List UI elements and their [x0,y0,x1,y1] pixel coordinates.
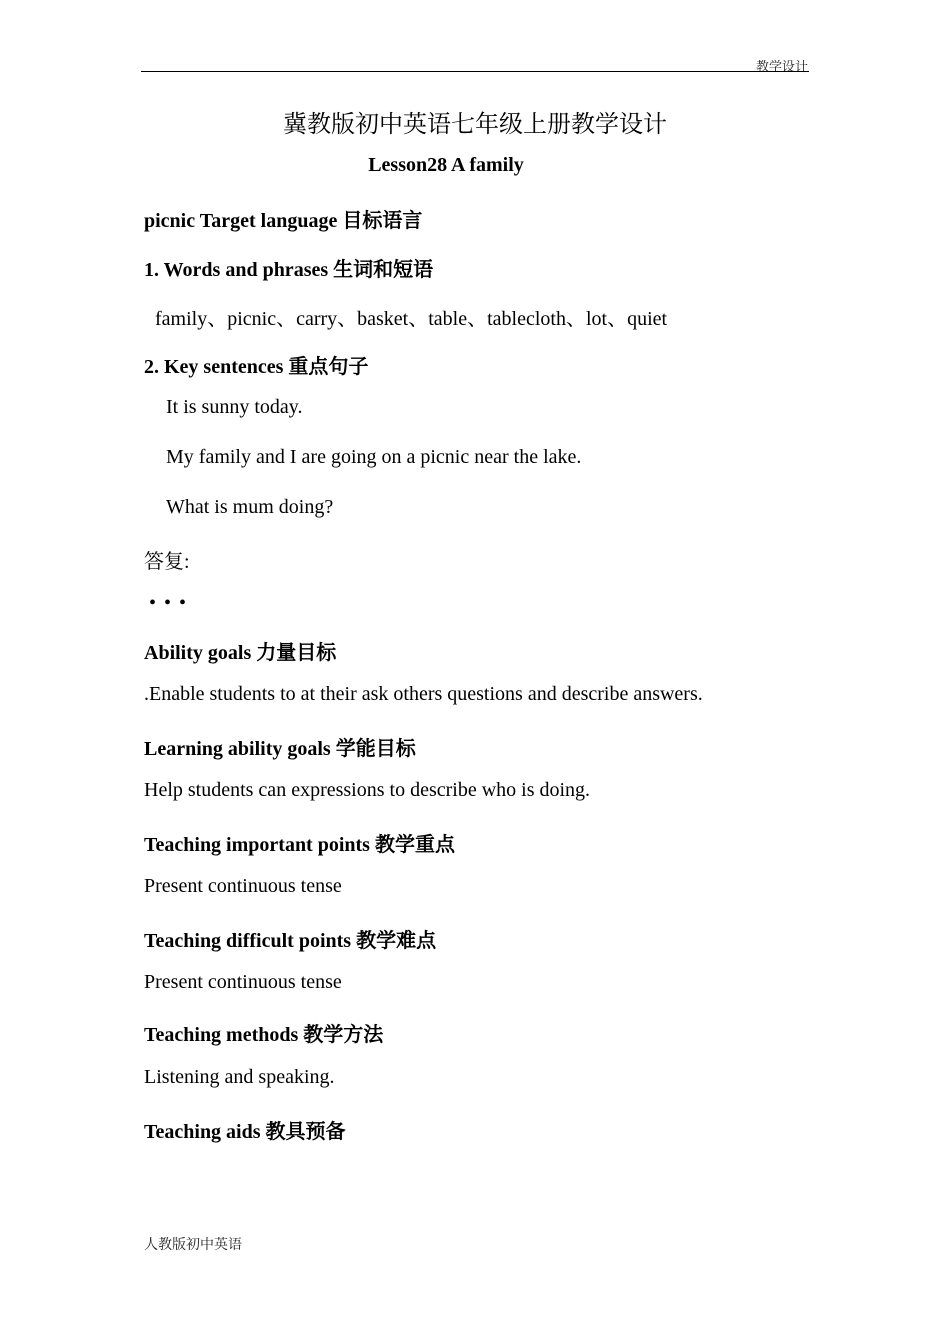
key-sentences-heading: 2. Key sentences 重点句子 [144,356,369,378]
ability-goals-text: .Enable students to at their ask others questions and describe answers. [144,683,703,705]
lesson-title: Lesson28 A family [368,154,524,176]
key-sentence-2: My family and I are going on a picnic near the lake. [166,446,582,468]
header-divider [141,71,809,72]
teaching-methods-heading: Teaching methods 教学方法 [144,1024,384,1046]
words-heading: 1. Words and phrases 生词和短语 [144,259,434,281]
target-language-heading: picnic Target language 目标语言 [144,210,423,232]
teaching-methods-text: Listening and speaking. [144,1066,335,1088]
ability-goals-heading: Ability goals 力量目标 [144,642,337,664]
learning-goals-heading: Learning ability goals 学能目标 [144,738,416,760]
difficult-points-text: Present continuous tense [144,971,342,993]
words-list: family、picnic、carry、basket、table、tablecloth、lot、quiet [155,308,668,330]
document-title: 冀教版初中英语七年级上册教学设计 [283,112,667,138]
important-points-text: Present continuous tense [144,875,342,897]
page-footer-label: 人教版初中英语 [144,1238,242,1253]
answer-label: 答复: [144,551,190,573]
key-sentence-1: It is sunny today. [166,396,303,418]
teaching-aids-heading: Teaching aids 教具预备 [144,1121,346,1143]
learning-goals-text: Help students can expressions to describe who is doing. [144,779,591,801]
key-sentence-3: What is mum doing? [166,496,334,518]
difficult-points-heading: Teaching difficult points 教学难点 [144,930,437,952]
important-points-heading: Teaching important points 教学重点 [144,834,455,856]
bullet-dots: ••• [149,592,195,614]
page-header-label: 教学设计 [755,59,808,74]
